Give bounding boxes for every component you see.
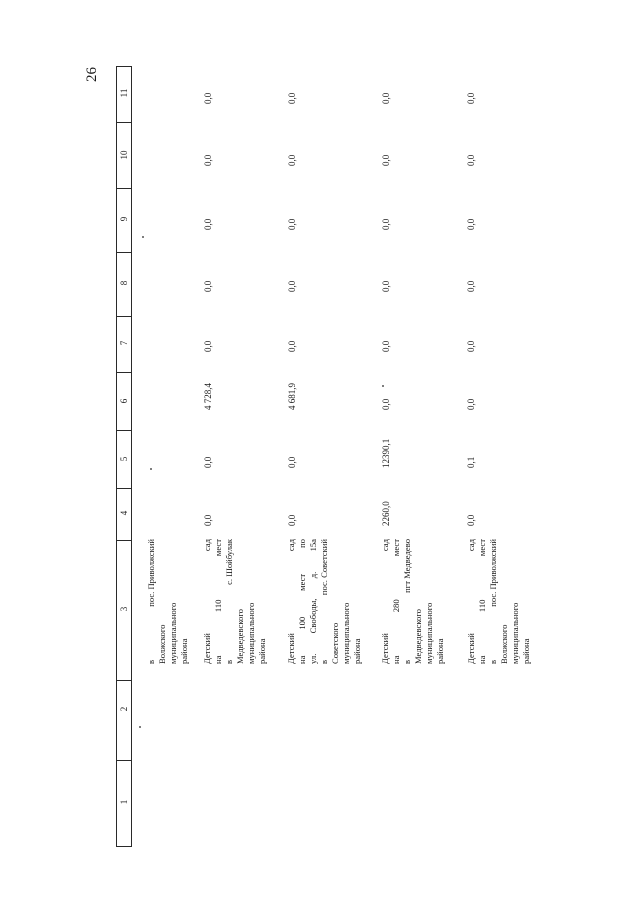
table-cell-value: 0,0: [466, 514, 476, 526]
table-left-border: [116, 66, 117, 846]
col-divider: [116, 680, 132, 681]
row-description-line: в с. Шойбулак: [224, 539, 234, 664]
row-description-line: Детский сад: [466, 539, 476, 664]
col-divider: [116, 252, 132, 253]
col-divider: [116, 188, 132, 189]
table-cell-value: 0,0: [381, 218, 391, 230]
row-description-line: на 110 мест: [477, 539, 487, 664]
row-description-line: муниципального: [246, 602, 256, 664]
row-description-line: Советского: [330, 622, 340, 664]
column-number: 2: [119, 706, 129, 712]
table-cell-value: 0,0: [381, 340, 391, 352]
table-cell-value: 0,0: [466, 218, 476, 230]
row-description-line: района: [435, 638, 445, 664]
col-divider: [116, 488, 132, 489]
table-cell-value: 0,0: [287, 92, 297, 104]
column-number: 10: [119, 150, 129, 160]
col-divider: [116, 540, 132, 541]
table-cell-value: 12390,1: [381, 438, 391, 468]
row-description-line: Детский сад: [202, 539, 212, 664]
table-cell-value: 0,0: [381, 398, 391, 410]
row-description-line: в пос. Приволжский: [488, 539, 498, 664]
row-description-line: Детский сад: [286, 539, 296, 664]
table-cell-value: 0,1: [466, 456, 476, 468]
table-cell-value: 0,0: [466, 280, 476, 292]
table-cell-value: 0,0: [203, 280, 213, 292]
table-cell-value: 0,0: [287, 456, 297, 468]
table-cell-value: 0,0: [381, 92, 391, 104]
column-number: 9: [119, 216, 129, 222]
table-cell-value: 0,0: [287, 514, 297, 526]
column-number: 11: [119, 88, 129, 98]
table-cell-value: 0,0: [466, 92, 476, 104]
column-number: 5: [119, 456, 129, 462]
row-description-line: Волжского: [499, 624, 509, 664]
table-cell-value: 0,0: [203, 456, 213, 468]
table-row: [146, 539, 190, 664]
table-cell-value: 0,0: [203, 514, 213, 526]
col-divider: [116, 122, 132, 123]
table-cell-value: 0,0: [203, 92, 213, 104]
scan-speck: [139, 726, 141, 728]
col-divider: [116, 316, 132, 317]
scan-speck: [142, 236, 144, 238]
table-cell-value: 0,0: [287, 280, 297, 292]
table-bottom-border: [116, 846, 132, 847]
table-cell-value: 0,0: [381, 154, 391, 166]
row-description-line: на 100 мест по: [297, 539, 307, 664]
row-description-line: на 280 мест: [391, 539, 401, 664]
table-cell-value: 0,0: [287, 154, 297, 166]
column-number: 3: [119, 606, 129, 612]
table-row: [466, 539, 532, 664]
row-description-line: района: [179, 638, 189, 664]
table-cell-value: 0,0: [466, 398, 476, 410]
col-divider: [116, 66, 132, 67]
row-description-line: муниципального: [510, 602, 520, 664]
table-cell-value: 0,0: [203, 218, 213, 230]
row-description-line: Детский сад: [380, 539, 390, 664]
row-description-line: муниципального: [341, 602, 351, 664]
table-row: [380, 539, 446, 664]
column-number: 6: [119, 398, 129, 404]
row-description-line: района: [521, 638, 531, 664]
row-description-line: в пос. Советский: [319, 539, 329, 664]
table-cell-value: 0,0: [203, 340, 213, 352]
row-description-line: в пос. Приволжский: [146, 539, 156, 664]
table-row: [202, 539, 268, 664]
row-description-line: района: [257, 638, 267, 664]
table-cell-value: 0,0: [381, 280, 391, 292]
row-description-line: Медведевского: [235, 609, 245, 664]
table-cell-value: 0,0: [466, 154, 476, 166]
table-cell-value: 0,0: [203, 154, 213, 166]
row-description-line: ул. Свободы, д. 15а: [308, 539, 318, 664]
row-description-line: района: [352, 638, 362, 664]
row-description-line: Волжского: [157, 624, 167, 664]
table-cell-value: 0,0: [287, 340, 297, 352]
column-number: 7: [119, 340, 129, 346]
row-description-line: на 110 мест: [213, 539, 223, 664]
row-description-line: муниципального: [168, 602, 178, 664]
col-divider: [116, 372, 132, 373]
table-cell-value: 0,0: [287, 218, 297, 230]
scan-speck: [382, 385, 384, 387]
row-description-line: в пгт Медведево: [402, 539, 412, 664]
col-divider: [116, 760, 132, 761]
scan-speck: [150, 468, 152, 470]
table-cell-value: 0,0: [466, 340, 476, 352]
column-number: 4: [119, 510, 129, 516]
column-number: 1: [119, 799, 129, 805]
table-header-separator: [131, 66, 132, 846]
row-description-line: муниципального: [424, 602, 434, 664]
table-cell-value: 4 728,4: [203, 383, 213, 410]
table-cell-value: 2260,0: [381, 501, 391, 526]
table-cell-value: 4 681,9: [287, 383, 297, 410]
page-number: 26: [84, 67, 100, 82]
table-row: [286, 539, 363, 664]
row-description-line: Медведевского: [413, 609, 423, 664]
column-number: 8: [119, 280, 129, 286]
col-divider: [116, 430, 132, 431]
